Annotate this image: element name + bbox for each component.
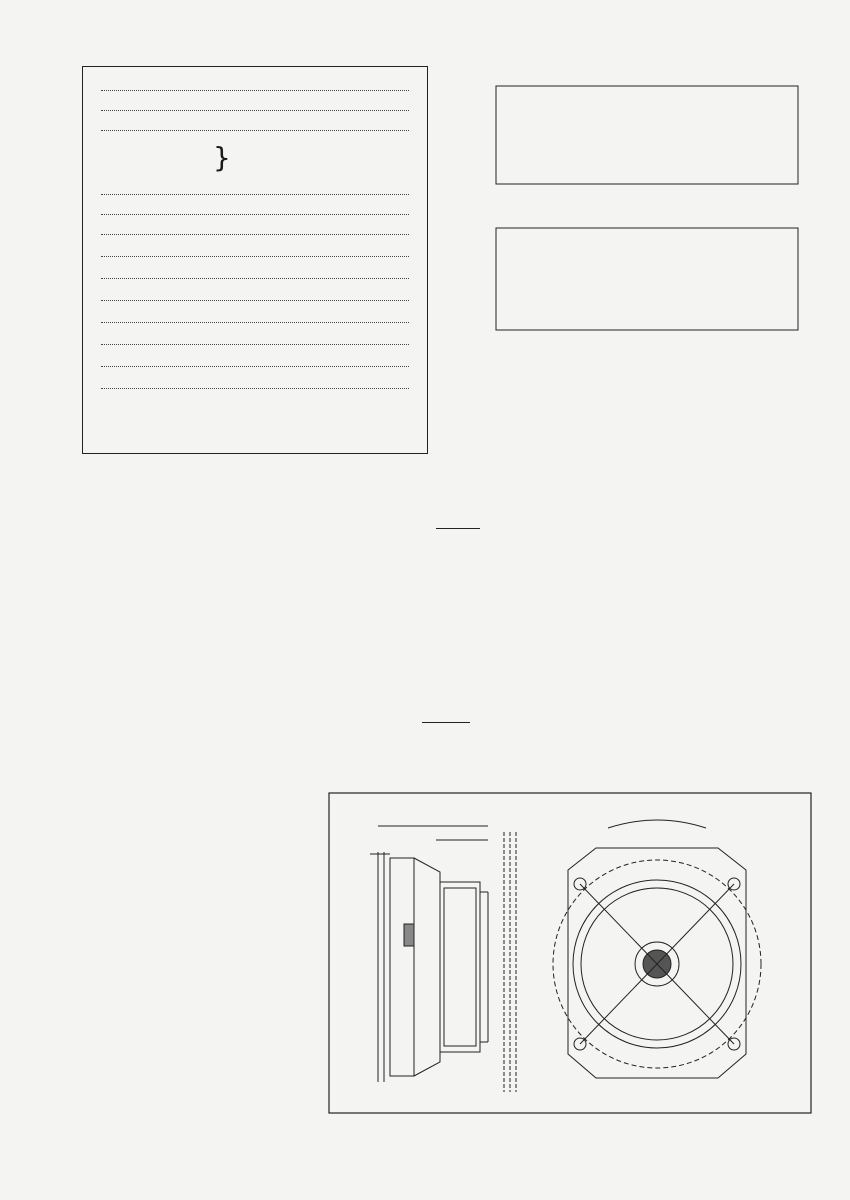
spec-row <box>97 221 413 241</box>
accessories <box>97 387 413 449</box>
spec-row <box>97 243 413 263</box>
formula-1 <box>358 528 558 562</box>
spec-row <box>97 181 413 201</box>
fig1-charts <box>440 72 820 390</box>
front-view <box>553 820 761 1078</box>
brace: } <box>213 141 231 174</box>
side-view <box>370 826 516 1092</box>
spec-row <box>97 331 413 351</box>
spec-row <box>97 309 413 329</box>
formula2-numerator <box>422 722 470 723</box>
formula-2 <box>358 722 558 756</box>
spec-row <box>97 201 413 221</box>
impedance-frame <box>496 228 798 330</box>
spec-table <box>82 66 428 454</box>
spec-row <box>97 117 413 137</box>
spec-row <box>97 97 413 117</box>
fig2-frame <box>329 793 811 1113</box>
spec-row <box>97 77 413 97</box>
frequency-response-frame <box>496 86 798 184</box>
fig2-drawing <box>328 792 812 1114</box>
spec-row <box>97 287 413 307</box>
spec-row <box>97 265 413 285</box>
power-rating <box>97 141 417 181</box>
formula1-numerator <box>436 528 480 529</box>
spec-row <box>97 353 413 373</box>
